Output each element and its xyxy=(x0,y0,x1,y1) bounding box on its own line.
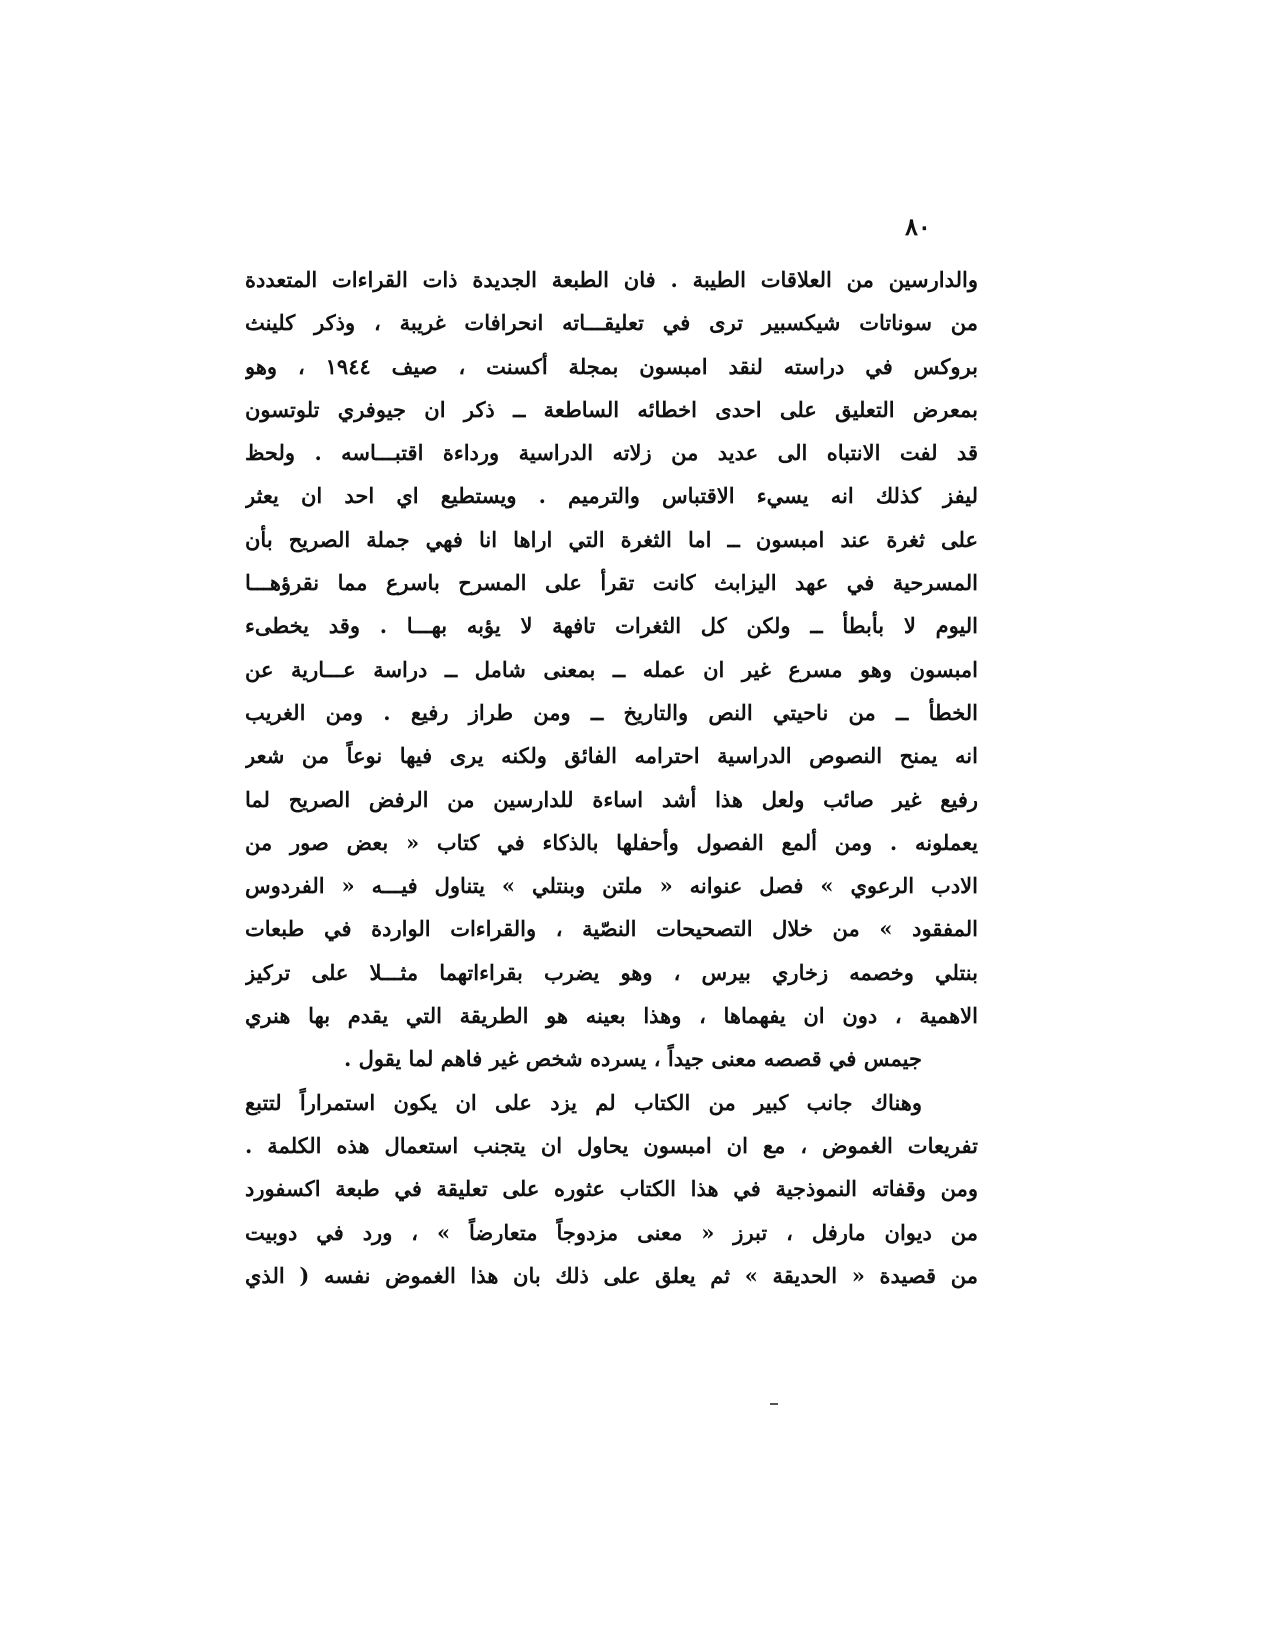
text-line: من قصيدة « الحديقة » ثم يعلق على ذلك بان هذا الغموض نفسه ( الذي xyxy=(245,1262,978,1288)
body-text xyxy=(245,258,978,1297)
text-line: بمعرض التعليق على احدى اخطائه الساطعة ــ ذكر ان جيوفري تلوتسون xyxy=(245,396,978,422)
paragraph-start-line: وهناك جانب كبير من الكتاب لم يزد على ان يكون استمراراً لتتبع xyxy=(245,1089,922,1115)
text-line: الادب الرعوي » فصل عنوانه « ملتن وبنتلي » يتناول فيـــه « الفردوس xyxy=(245,873,978,899)
print-speck xyxy=(770,1403,778,1405)
paragraph-end-line: جيمس في قصصه معنى جيداً ، يسرده شخص غير فاهم لما يقول . xyxy=(343,1046,922,1072)
text-line: الخطأ ــ من ناحيتي النص والتاريخ ــ ومن طراز رفيع . ومن الغريب xyxy=(245,699,978,725)
text-line: بروكس في دراسته لنقد امبسون بمجلة أكسنت ، صيف ١٩٤٤ ، وهو xyxy=(245,353,978,379)
text-line: امبسون وهو مسرع غير ان عمله ــ بمعنى شامل ــ دراسة عـــارية عن xyxy=(245,656,978,682)
text-line: يعملونه . ومن ألمع الفصول وأحفلها بالذكاء في كتاب « بعض صور من xyxy=(245,829,978,855)
text-line: تفريعات الغموض ، مع ان امبسون يحاول ان يتجنب استعمال هذه الكلمة . xyxy=(245,1132,978,1158)
text-line: على ثغرة عند امبسون ــ اما الثغرة التي اراها انا فهي جملة الصريح بأن xyxy=(245,526,978,552)
text-line: المسرحية في عهد اليزابث كانت تقرأ على المسرح باسرع مما نقرؤهـــا xyxy=(245,570,978,596)
text-line: الاهمية ، دون ان يفهماها ، وهذا بعينه هو الطريقة التي يقدم بها هنري xyxy=(245,1003,978,1029)
text-line: المفقود » من خلال التصحيحات النصّية ، والقراءات الواردة في طبعات xyxy=(245,916,978,942)
text-line: بنتلي وخصمه زخاري بيرس ، وهو يضرب بقراءاتهما مثـــلا على تركيز xyxy=(245,959,978,985)
text-line: من سوناتات شيكسبير ترى في تعليقـــاته انحرافات غريبة ، وذكر كلينث xyxy=(245,310,978,336)
text-line: والدارسين من العلاقات الطيبة . فان الطبعة الجديدة ذات القراءات المتعددة xyxy=(245,267,978,292)
text-line: ومن وقفاته النموذجية في هذا الكتاب عثوره على تعليقة في طبعة اكسفورد xyxy=(245,1176,978,1202)
page-number: ٨٠ xyxy=(905,212,931,241)
text-line: رفيع غير صائب ولعل هذا أشد اساءة للدارسين من الرفض الصريح لما xyxy=(245,786,978,812)
text-line: انه يمنح النصوص الدراسية احترامه الفائق ولكنه يرى فيها نوعاً من شعر xyxy=(245,743,978,769)
text-line: من ديوان مارفل ، تبرز « معنى مزدوجاً متعارضاً » ، ورد في دوبيت xyxy=(245,1219,978,1245)
text-line: ليفز كذلك انه يسيء الاقتباس والترميم . ويستطيع اي احد ان يعثر xyxy=(245,483,978,509)
text-line: قد لفت الانتباه الى عديد من زلاته الدراسية ورداءة اقتبـــاسه . ولحظ xyxy=(245,440,978,466)
text-line: اليوم لا بأبطأ ــ ولكن كل الثغرات تافهة لا يؤبه بهـــا . وقد يخطىء xyxy=(245,613,978,639)
